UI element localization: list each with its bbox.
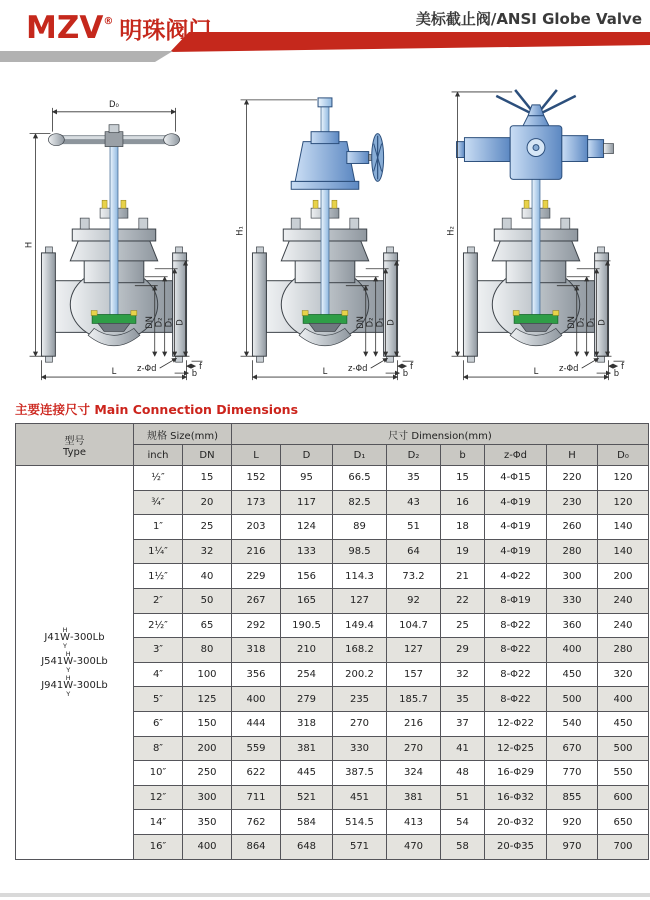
dimension-cell: 43 <box>387 490 441 515</box>
dimension-cell: 165 <box>281 588 333 613</box>
dimension-cell: 200 <box>183 736 232 761</box>
dimension-cell: 95 <box>281 466 333 491</box>
dimension-cell: 240 <box>598 588 649 613</box>
dim-label-zphid: z-Φd <box>137 363 157 374</box>
dimension-cell: 700 <box>598 834 649 859</box>
dim-label-dn: DN <box>354 316 365 329</box>
dimension-cell: 15 <box>183 466 232 491</box>
gray-band <box>0 51 173 62</box>
dimension-cell: 14″ <box>134 810 183 835</box>
dim-label-d1: D₁ <box>163 317 174 328</box>
dimension-cell: 12-Φ25 <box>485 736 547 761</box>
dimension-cell: 648 <box>281 834 333 859</box>
dimension-cell: 200.2 <box>333 662 387 687</box>
dimension-cell: 29 <box>441 638 485 663</box>
section-title: 主要连接尺寸 Main Connection Dimensions <box>15 402 299 417</box>
dimension-cell: 125 <box>183 687 232 712</box>
dim-label-l: L <box>322 366 328 377</box>
bevel-gearbox <box>291 98 383 189</box>
dimension-cell: 670 <box>547 736 598 761</box>
col-header-dn: DN <box>183 445 232 466</box>
dimension-cell: 270 <box>387 736 441 761</box>
dimension-cell: 450 <box>598 711 649 736</box>
brand-logo-text: MZV <box>26 10 104 46</box>
dimension-cell: 8-Φ22 <box>485 638 547 663</box>
dimension-cell: 500 <box>598 736 649 761</box>
dimension-cell: 260 <box>547 515 598 540</box>
dimension-cell: 470 <box>387 834 441 859</box>
dimension-cell: 190.5 <box>281 613 333 638</box>
dimension-cell: 4-Φ19 <box>485 515 547 540</box>
col-header-l: L <box>232 445 281 466</box>
dimension-cell: 279 <box>281 687 333 712</box>
dimension-cell: 25 <box>183 515 232 540</box>
dimension-cell: 54 <box>441 810 485 835</box>
dimension-cell: 15 <box>441 466 485 491</box>
dimension-cell: 168.2 <box>333 638 387 663</box>
page-header <box>0 0 650 66</box>
dim-label-zphid: z-Φd <box>559 363 579 374</box>
dimension-cell: 8″ <box>134 736 183 761</box>
electric-actuator <box>457 90 614 179</box>
dimension-cell: 267 <box>232 588 281 613</box>
dimension-cell: 300 <box>183 785 232 810</box>
dimension-cell: 240 <box>598 613 649 638</box>
dim-label-h1: H₁ <box>234 226 245 236</box>
dimension-cell: 51 <box>441 785 485 810</box>
dimension-cell: 16-Φ29 <box>485 761 547 786</box>
brand-logo <box>26 10 211 46</box>
dimension-cell: 120 <box>598 490 649 515</box>
col-header-type-cn: 型号 <box>64 435 85 447</box>
dimension-cell: 133 <box>281 539 333 564</box>
dimension-cell: 117 <box>281 490 333 515</box>
dim-label-zphid: z-Φd <box>348 363 368 374</box>
dimension-cell: 21 <box>441 564 485 589</box>
dim-label-b: b <box>191 368 198 379</box>
dimension-cell: 114.3 <box>333 564 387 589</box>
dim-label-d2: D₂ <box>364 317 375 328</box>
dimension-cell: 16 <box>441 490 485 515</box>
dimension-cell: 32 <box>183 539 232 564</box>
valve-stem <box>532 173 540 320</box>
dim-label-h: H <box>23 241 34 249</box>
dimension-cell: 140 <box>598 539 649 564</box>
dimension-cell: 89 <box>333 515 387 540</box>
dimension-cell: 140 <box>598 515 649 540</box>
col-header-d0: D₀ <box>598 445 649 466</box>
dimension-cell: 210 <box>281 638 333 663</box>
dimension-cell: 20-Φ35 <box>485 834 547 859</box>
dimension-cell: 19 <box>441 539 485 564</box>
dim-label-d: D <box>174 319 185 326</box>
dimension-cell: 185.7 <box>387 687 441 712</box>
dimension-cell: 864 <box>232 834 281 859</box>
dim-label-l: L <box>111 366 117 377</box>
model-designation: J941 H W Y -300Lb <box>41 673 108 699</box>
dimension-cell: 514.5 <box>333 810 387 835</box>
col-header-d: D <box>281 445 333 466</box>
bottom-divider <box>0 893 650 897</box>
page-title: 美标截止阀/ANSI Globe Valve <box>415 10 642 28</box>
dimension-cell: 156 <box>281 564 333 589</box>
dimension-cell: 540 <box>547 711 598 736</box>
dim-label-f: f <box>409 361 413 372</box>
dimension-cell: ½″ <box>134 466 183 491</box>
dimension-cell: 230 <box>547 490 598 515</box>
dimension-cell: 451 <box>333 785 387 810</box>
dimension-cell: 35 <box>441 687 485 712</box>
dimension-cell: 292 <box>232 613 281 638</box>
dimension-cell: 200 <box>598 564 649 589</box>
dimension-cell: 37 <box>441 711 485 736</box>
dimension-cell: 8-Φ19 <box>485 588 547 613</box>
dimension-cell: 22 <box>441 588 485 613</box>
dimension-cell: 400 <box>598 687 649 712</box>
dimension-cell: 280 <box>598 638 649 663</box>
dimension-cell: 600 <box>598 785 649 810</box>
dimension-cell: 381 <box>281 736 333 761</box>
red-band <box>170 32 650 52</box>
dimension-cell: 330 <box>547 588 598 613</box>
dimension-cell: 444 <box>232 711 281 736</box>
dimension-cell: 40 <box>183 564 232 589</box>
dimensions-table <box>15 423 649 860</box>
dim-label-d2: D₂ <box>153 317 164 328</box>
dimension-cell: 650 <box>598 810 649 835</box>
dimension-cell: 216 <box>232 539 281 564</box>
dim-label-d0: D₀ <box>109 98 119 109</box>
model-designation: J41 H W Y -300Lb <box>44 625 105 651</box>
dimension-cell: 82.5 <box>333 490 387 515</box>
dimension-cell: 80 <box>183 638 232 663</box>
dimension-cell: 18 <box>441 515 485 540</box>
handwheel <box>48 125 179 147</box>
dimension-cell: 3″ <box>134 638 183 663</box>
dimension-cell: 1¼″ <box>134 539 183 564</box>
dimension-cell: 970 <box>547 834 598 859</box>
dimension-cell: 73.2 <box>387 564 441 589</box>
dimension-cell: 1½″ <box>134 564 183 589</box>
dimension-cell: 318 <box>281 711 333 736</box>
dimension-cell: 235 <box>333 687 387 712</box>
col-header-zphid: z-Φd <box>485 445 547 466</box>
dim-label-d: D <box>596 319 607 326</box>
col-header-type-en: Type <box>63 446 86 458</box>
dimension-cell: 920 <box>547 810 598 835</box>
dimension-cell: 35 <box>387 466 441 491</box>
dimension-cell: 127 <box>333 588 387 613</box>
dimension-cell: 100 <box>183 662 232 687</box>
dimension-cell: 254 <box>281 662 333 687</box>
dimension-cell: 8-Φ22 <box>485 613 547 638</box>
dimension-cell: 25 <box>441 613 485 638</box>
dim-label-b: b <box>613 368 620 379</box>
dimension-cell: 445 <box>281 761 333 786</box>
registered-mark: ® <box>103 16 114 27</box>
dimension-cell: 120 <box>598 466 649 491</box>
dimension-cell: 320 <box>598 662 649 687</box>
col-group-dimension: 尺寸 Dimension(mm) <box>232 424 649 445</box>
dimension-cell: 400 <box>547 638 598 663</box>
dimension-cell: 220 <box>547 466 598 491</box>
model-designation: J541 H W Y -300Lb <box>41 649 108 675</box>
dimension-cell: 64 <box>387 539 441 564</box>
dimension-cell: 16-Φ32 <box>485 785 547 810</box>
dimension-cell: 92 <box>387 588 441 613</box>
dimension-cell: 4-Φ22 <box>485 564 547 589</box>
dimension-cell: 584 <box>281 810 333 835</box>
dimension-cell: 16″ <box>134 834 183 859</box>
dimension-cell: 58 <box>441 834 485 859</box>
dimension-cell: 216 <box>387 711 441 736</box>
dimension-cell: 48 <box>441 761 485 786</box>
dimension-cell: 413 <box>387 810 441 835</box>
dimension-cell: 173 <box>232 490 281 515</box>
dimension-cell: 51 <box>387 515 441 540</box>
dimension-cell: 127 <box>387 638 441 663</box>
dimension-cell: 762 <box>232 810 281 835</box>
dimension-cell: 5″ <box>134 687 183 712</box>
dimension-cell: 356 <box>232 662 281 687</box>
dimension-cell: 4″ <box>134 662 183 687</box>
col-header-type <box>16 424 134 466</box>
dim-label-d: D <box>385 319 396 326</box>
dimension-cell: ¾″ <box>134 490 183 515</box>
dimension-cell: 280 <box>547 539 598 564</box>
dimension-cell: 2½″ <box>134 613 183 638</box>
dimension-cell: 350 <box>183 810 232 835</box>
dimension-cell: 2″ <box>134 588 183 613</box>
dimension-cell: 770 <box>547 761 598 786</box>
valve-stem <box>110 140 118 321</box>
dimension-cell: 387.5 <box>333 761 387 786</box>
dimension-cell: 250 <box>183 761 232 786</box>
dimension-cell: 270 <box>333 711 387 736</box>
dim-label-f: f <box>620 361 624 372</box>
dimension-cell: 521 <box>281 785 333 810</box>
dimension-cell: 4-Φ19 <box>485 490 547 515</box>
dimension-cell: 550 <box>598 761 649 786</box>
dimension-cell: 8-Φ22 <box>485 687 547 712</box>
dim-label-b: b <box>402 368 409 379</box>
dimension-cell: 559 <box>232 736 281 761</box>
dimension-cell: 8-Φ22 <box>485 662 547 687</box>
dimension-cell: 400 <box>183 834 232 859</box>
dim-label-h2: H₂ <box>445 226 456 236</box>
dimension-cell: 149.4 <box>333 613 387 638</box>
col-header-d2: D₂ <box>387 445 441 466</box>
dimension-cell: 4-Φ19 <box>485 539 547 564</box>
dimension-cell: 324 <box>387 761 441 786</box>
dimension-cell: 300 <box>547 564 598 589</box>
table-head <box>16 424 649 466</box>
valve-drawing-electric <box>436 82 636 390</box>
dimension-cell: 12″ <box>134 785 183 810</box>
valve-drawing-handwheel <box>14 82 214 390</box>
col-header-h: H <box>547 445 598 466</box>
dimension-cell: 41 <box>441 736 485 761</box>
dimension-cell: 855 <box>547 785 598 810</box>
table-row <box>16 466 649 491</box>
dimension-cell: 203 <box>232 515 281 540</box>
dimension-cell: 4-Φ15 <box>485 466 547 491</box>
brand-logo-chinese: 明珠阀门 <box>119 18 212 44</box>
dimension-cell: 381 <box>387 785 441 810</box>
valve-drawings <box>0 82 650 390</box>
valve-drawing-bevel-gear <box>225 82 425 390</box>
type-models-cell <box>16 466 134 860</box>
dimension-cell: 98.5 <box>333 539 387 564</box>
dimension-cell: 330 <box>333 736 387 761</box>
dimension-cell: 1″ <box>134 515 183 540</box>
dimension-cell: 500 <box>547 687 598 712</box>
dim-label-d1: D₁ <box>374 317 385 328</box>
dimension-cell: 6″ <box>134 711 183 736</box>
dimension-cell: 20 <box>183 490 232 515</box>
dimension-cell: 32 <box>441 662 485 687</box>
col-header-b: b <box>441 445 485 466</box>
dimension-cell: 12-Φ22 <box>485 711 547 736</box>
dim-label-l: L <box>533 366 539 377</box>
dimension-cell: 66.5 <box>333 466 387 491</box>
dimension-cell: 360 <box>547 613 598 638</box>
dimension-cell: 150 <box>183 711 232 736</box>
dimension-cell: 65 <box>183 613 232 638</box>
dimension-cell: 450 <box>547 662 598 687</box>
dim-label-d1: D₁ <box>585 317 596 328</box>
dimension-cell: 10″ <box>134 761 183 786</box>
dimension-cell: 152 <box>232 466 281 491</box>
dim-label-dn: DN <box>565 316 576 329</box>
dimension-cell: 50 <box>183 588 232 613</box>
dim-label-dn: DN <box>143 316 154 329</box>
dimension-cell: 104.7 <box>387 613 441 638</box>
dimension-cell: 157 <box>387 662 441 687</box>
dimension-cell: 571 <box>333 834 387 859</box>
col-group-size: 规格 Size(mm) <box>134 424 232 445</box>
dimension-cell: 229 <box>232 564 281 589</box>
dimension-cell: 622 <box>232 761 281 786</box>
dimension-cell: 711 <box>232 785 281 810</box>
dimension-cell: 124 <box>281 515 333 540</box>
dimension-cell: 400 <box>232 687 281 712</box>
dimensions-table-body <box>16 466 649 860</box>
dim-label-f: f <box>198 361 202 372</box>
col-header-d1: D₁ <box>333 445 387 466</box>
dim-label-d2: D₂ <box>575 317 586 328</box>
col-header-inch: inch <box>134 445 183 466</box>
dimension-cell: 318 <box>232 638 281 663</box>
dimension-cell: 20-Φ32 <box>485 810 547 835</box>
